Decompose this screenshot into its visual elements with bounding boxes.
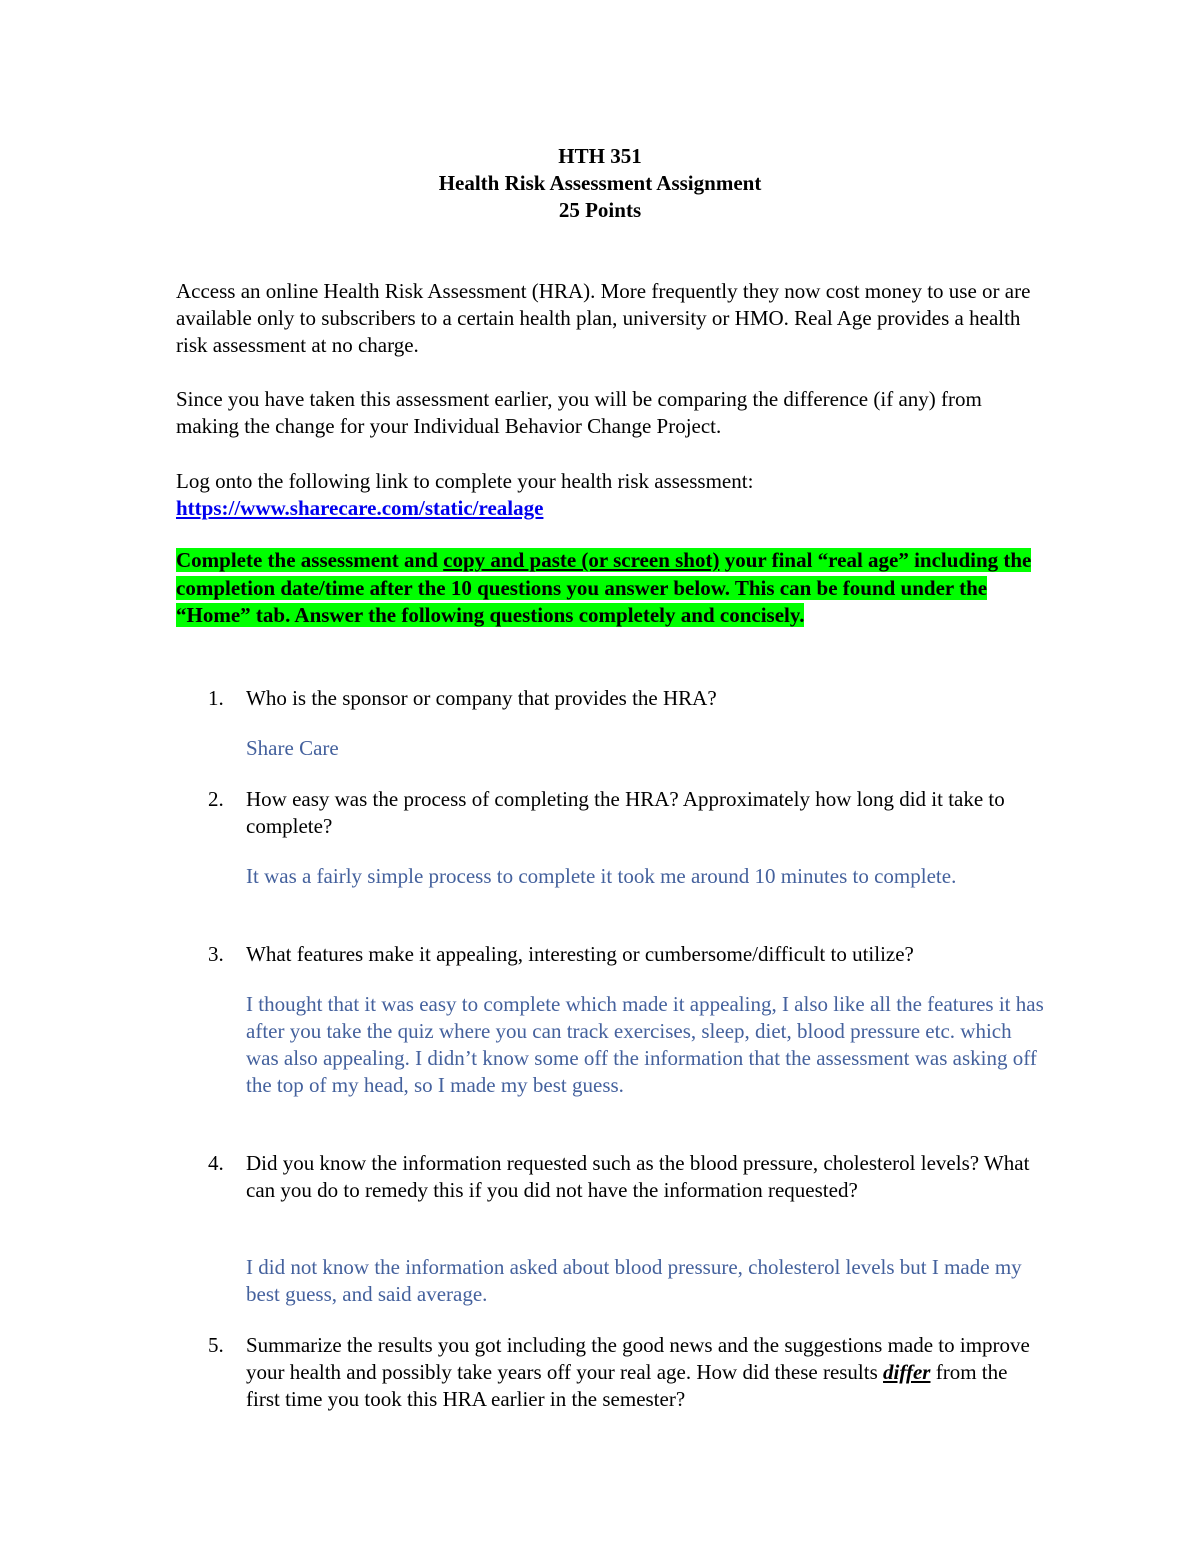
course-code: HTH 351	[558, 144, 642, 168]
realage-link[interactable]: https://www.sharecare.com/static/realage	[176, 496, 544, 520]
question-text: Who is the sponsor or company that provides the HRA?	[246, 686, 717, 710]
question-5	[208, 1332, 1038, 1413]
question-text: What features make it appealing, interesting or cumbersome/difficult to utilize?	[246, 942, 914, 966]
instructions-text	[176, 548, 1031, 627]
assignment-title: Health Risk Assessment Assignment	[438, 171, 762, 195]
question-text-after: from the first time you took this HRA earlier in the semester?	[246, 1360, 1008, 1411]
question-3	[208, 941, 1038, 968]
answer-2: It was a fairly simple process to complete it took me around 10 minutes to complete.	[246, 864, 957, 888]
question-text-before: Summarize the results you got including the good news and the suggestions made to improve your health and possibly take years off your real age. How did these results	[246, 1333, 1030, 1384]
question-4	[208, 1150, 1038, 1204]
link-instruction: Log onto the following link to complete your health risk assessment:	[176, 469, 754, 493]
question-2	[208, 786, 1038, 840]
question-number: 4.	[208, 1151, 224, 1175]
instructions-highlight	[176, 547, 1036, 630]
answer-3: I thought that it was easy to complete which made it appealing, I also like all the features it has after you take the quiz where you can track exercises, sleep, diet, blood pressure etc. which was also appealing. I didn’t know some off the information that the assessment was asking off the top of my head, so I made my best guess.	[246, 992, 1044, 1097]
question-text: Did you know the information requested such as the blood pressure, cholesterol levels? What can you do to remedy this if you did not have the information requested?	[246, 1151, 1030, 1202]
assignment-points: 25 Points	[558, 198, 642, 222]
question-number: 2.	[208, 787, 224, 811]
intro-paragraph-2: Since you have taken this assessment earlier, you will be comparing the difference (if any) from making the change for your Individual Behavior Change Project.	[176, 387, 982, 438]
question-number: 3.	[208, 942, 224, 966]
instructions-underlined: copy and paste (or screen shot)	[443, 548, 720, 572]
intro-paragraph-3	[176, 468, 1036, 522]
answer-4: I did not know the information asked about blood pressure, cholesterol levels but I made my best guess, and said average.	[246, 1255, 1022, 1306]
question-number: 1.	[208, 686, 224, 710]
question-text	[246, 1332, 1038, 1413]
question-1	[208, 685, 1038, 712]
intro-paragraph-1: Access an online Health Risk Assessment (HRA). More frequently they now cost money to use or are available only to subscribers to a certain health plan, university or HMO. Real Age provides a health risk assessment at no charge.	[176, 279, 1031, 357]
instructions-part-1: Complete the assessment and	[176, 548, 444, 572]
document-header	[0, 143, 1200, 224]
question-text: How easy was the process of completing the HRA? Approximately how long did it take to complete?	[246, 787, 1005, 838]
instructions-part-2: your final “real age” including the completion date/time after the 10 questions you answer below. This can be found under the “Home” tab. Answer the following questions completely and concisely.	[176, 548, 1032, 627]
answer-1: Share Care	[246, 736, 339, 760]
question-number: 5.	[208, 1333, 224, 1357]
question-emphasis: differ	[883, 1360, 931, 1384]
